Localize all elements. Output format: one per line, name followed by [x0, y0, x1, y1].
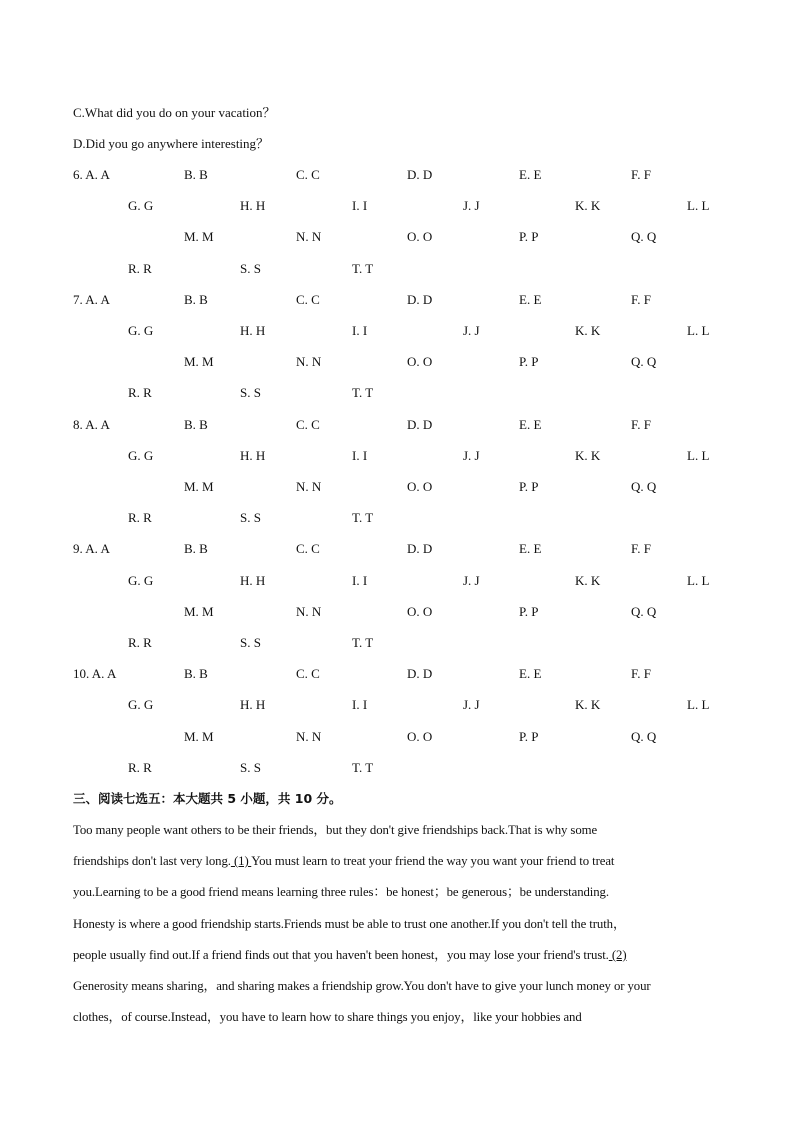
- option-cell: R. R: [128, 510, 152, 525]
- option-cell: K. K: [575, 448, 601, 463]
- option-cell: G. G: [128, 198, 154, 213]
- option-cell: J. J: [463, 573, 480, 588]
- option-cell: L. L: [687, 198, 710, 213]
- option-cell: E. E: [519, 666, 542, 681]
- option-cell: B. B: [184, 541, 208, 556]
- option-cell: E. E: [519, 167, 542, 182]
- blank-2: (2): [608, 948, 627, 962]
- option-row: [0, 417, 794, 433]
- passage-line-5: [73, 947, 627, 963]
- passage-line-2: [73, 853, 614, 869]
- option-cell: G. G: [128, 573, 154, 588]
- option-cell: C. C: [296, 167, 320, 182]
- option-row: [0, 573, 794, 589]
- passage-text: friendships don't last very long.: [73, 854, 231, 868]
- option-cell: M. M: [184, 229, 214, 244]
- option-cell: T. T: [352, 760, 374, 775]
- option-cell: I. I: [352, 573, 368, 588]
- option-cell: J. J: [463, 198, 480, 213]
- option-cell: O. O: [407, 729, 433, 744]
- option-cell: B. B: [184, 292, 208, 307]
- option-cell: J. J: [463, 697, 480, 712]
- option-row: [0, 323, 794, 339]
- option-cell: P. P: [519, 604, 539, 619]
- passage-line-6: Generosity means sharing，and sharing makes a friendship grow.You don't have to give your lunch money or your: [73, 979, 651, 993]
- option-cell: H. H: [240, 448, 266, 463]
- option-cell: S. S: [240, 510, 261, 525]
- option-row: [0, 229, 794, 245]
- option-cell: T. T: [352, 510, 374, 525]
- option-cell: J. J: [463, 323, 480, 338]
- option-cell: G. G: [128, 323, 154, 338]
- option-cell: E. E: [519, 417, 542, 432]
- option-cell: I. I: [352, 323, 368, 338]
- passage-line-1: Too many people want others to be their friends，but they don't give friendships back.That is why some: [73, 823, 598, 837]
- option-cell: F. F: [631, 292, 651, 307]
- option-cell: 9. A. A: [73, 541, 110, 556]
- option-cell: D. D: [407, 292, 433, 307]
- section-heading: 三、阅读七选五：本大题共 5 小题，共 10 分。: [73, 791, 342, 806]
- option-cell: R. R: [128, 261, 152, 276]
- option-cell: K. K: [575, 697, 601, 712]
- option-cell: 6. A. A: [73, 167, 110, 182]
- option-cell: B. B: [184, 417, 208, 432]
- option-row: [0, 385, 794, 401]
- option-cell: M. M: [184, 729, 214, 744]
- option-cell: C. C: [296, 292, 320, 307]
- option-cell: S. S: [240, 261, 261, 276]
- option-row: [0, 635, 794, 651]
- option-cell: M. M: [184, 604, 214, 619]
- option-cell: N. N: [296, 729, 322, 744]
- option-cell: C. C: [296, 417, 320, 432]
- option-cell: H. H: [240, 697, 266, 712]
- option-cell: R. R: [128, 385, 152, 400]
- option-cell: G. G: [128, 448, 154, 463]
- option-cell: G. G: [128, 697, 154, 712]
- option-cell: H. H: [240, 323, 266, 338]
- passage-line-7: clothes，of course.Instead，you have to learn how to share things you enjoy，like your hobbies and: [73, 1010, 582, 1024]
- option-row: [0, 448, 794, 464]
- option-cell: D. D: [407, 417, 433, 432]
- blank-1: (1): [230, 854, 252, 868]
- option-row: [0, 666, 794, 682]
- option-cell: L. L: [687, 697, 710, 712]
- option-cell: S. S: [240, 635, 261, 650]
- question-line-d: D.Did you go anywhere interesting？: [73, 136, 270, 151]
- option-row: [0, 292, 794, 308]
- option-cell: P. P: [519, 729, 539, 744]
- option-cell: 7. A. A: [73, 292, 110, 307]
- option-cell: B. B: [184, 167, 208, 182]
- option-row: [0, 198, 794, 214]
- passage-line-3: you.Learning to be a good friend means learning three rules：be honest；be generous；be understanding.: [73, 885, 609, 899]
- option-cell: J. J: [463, 448, 480, 463]
- option-cell: R. R: [128, 635, 152, 650]
- option-cell: F. F: [631, 167, 651, 182]
- option-cell: Q. Q: [631, 229, 657, 244]
- option-cell: P. P: [519, 354, 539, 369]
- option-cell: T. T: [352, 635, 374, 650]
- option-cell: O. O: [407, 479, 433, 494]
- option-cell: I. I: [352, 448, 368, 463]
- option-cell: T. T: [352, 385, 374, 400]
- option-cell: Q. Q: [631, 479, 657, 494]
- option-cell: E. E: [519, 292, 542, 307]
- option-cell: R. R: [128, 760, 152, 775]
- option-cell: E. E: [519, 541, 542, 556]
- option-cell: F. F: [631, 541, 651, 556]
- option-cell: O. O: [407, 229, 433, 244]
- option-cell: P. P: [519, 479, 539, 494]
- option-row: [0, 167, 794, 183]
- option-cell: L. L: [687, 573, 710, 588]
- option-row: [0, 479, 794, 495]
- option-row: [0, 697, 794, 713]
- option-cell: 10. A. A: [73, 666, 117, 681]
- option-row: [0, 510, 794, 526]
- option-cell: Q. Q: [631, 604, 657, 619]
- option-cell: C. C: [296, 541, 320, 556]
- option-cell: S. S: [240, 385, 261, 400]
- option-cell: F. F: [631, 666, 651, 681]
- passage-line-4: Honesty is where a good friendship starts.Friends must be able to trust one another.If you don't tell the truth，: [73, 917, 626, 931]
- option-row: [0, 541, 794, 557]
- option-cell: K. K: [575, 323, 601, 338]
- option-row: [0, 261, 794, 277]
- option-cell: M. M: [184, 479, 214, 494]
- option-cell: I. I: [352, 198, 368, 213]
- option-cell: K. K: [575, 198, 601, 213]
- option-cell: B. B: [184, 666, 208, 681]
- passage-text: people usually find out.If a friend finds out that you haven't been honest，you may lose your friend's trust.: [73, 948, 609, 962]
- question-line-c: C.What did you do on your vacation？: [73, 105, 276, 120]
- option-cell: S. S: [240, 760, 261, 775]
- option-cell: N. N: [296, 479, 322, 494]
- option-row: [0, 604, 794, 620]
- option-cell: D. D: [407, 541, 433, 556]
- passage-text: You must learn to treat your friend the way you want your friend to treat: [251, 854, 615, 868]
- option-cell: D. D: [407, 167, 433, 182]
- option-cell: L. L: [687, 323, 710, 338]
- option-cell: D. D: [407, 666, 433, 681]
- option-cell: O. O: [407, 354, 433, 369]
- option-cell: Q. Q: [631, 354, 657, 369]
- option-row: [0, 760, 794, 776]
- option-cell: N. N: [296, 604, 322, 619]
- option-row: [0, 729, 794, 745]
- option-cell: Q. Q: [631, 729, 657, 744]
- option-cell: P. P: [519, 229, 539, 244]
- option-cell: L. L: [687, 448, 710, 463]
- option-cell: O. O: [407, 604, 433, 619]
- option-cell: 8. A. A: [73, 417, 110, 432]
- option-row: [0, 354, 794, 370]
- option-cell: F. F: [631, 417, 651, 432]
- option-cell: M. M: [184, 354, 214, 369]
- option-cell: I. I: [352, 697, 368, 712]
- option-cell: H. H: [240, 573, 266, 588]
- option-cell: K. K: [575, 573, 601, 588]
- option-cell: N. N: [296, 229, 322, 244]
- option-cell: N. N: [296, 354, 322, 369]
- option-cell: H. H: [240, 198, 266, 213]
- option-cell: C. C: [296, 666, 320, 681]
- option-cell: T. T: [352, 261, 374, 276]
